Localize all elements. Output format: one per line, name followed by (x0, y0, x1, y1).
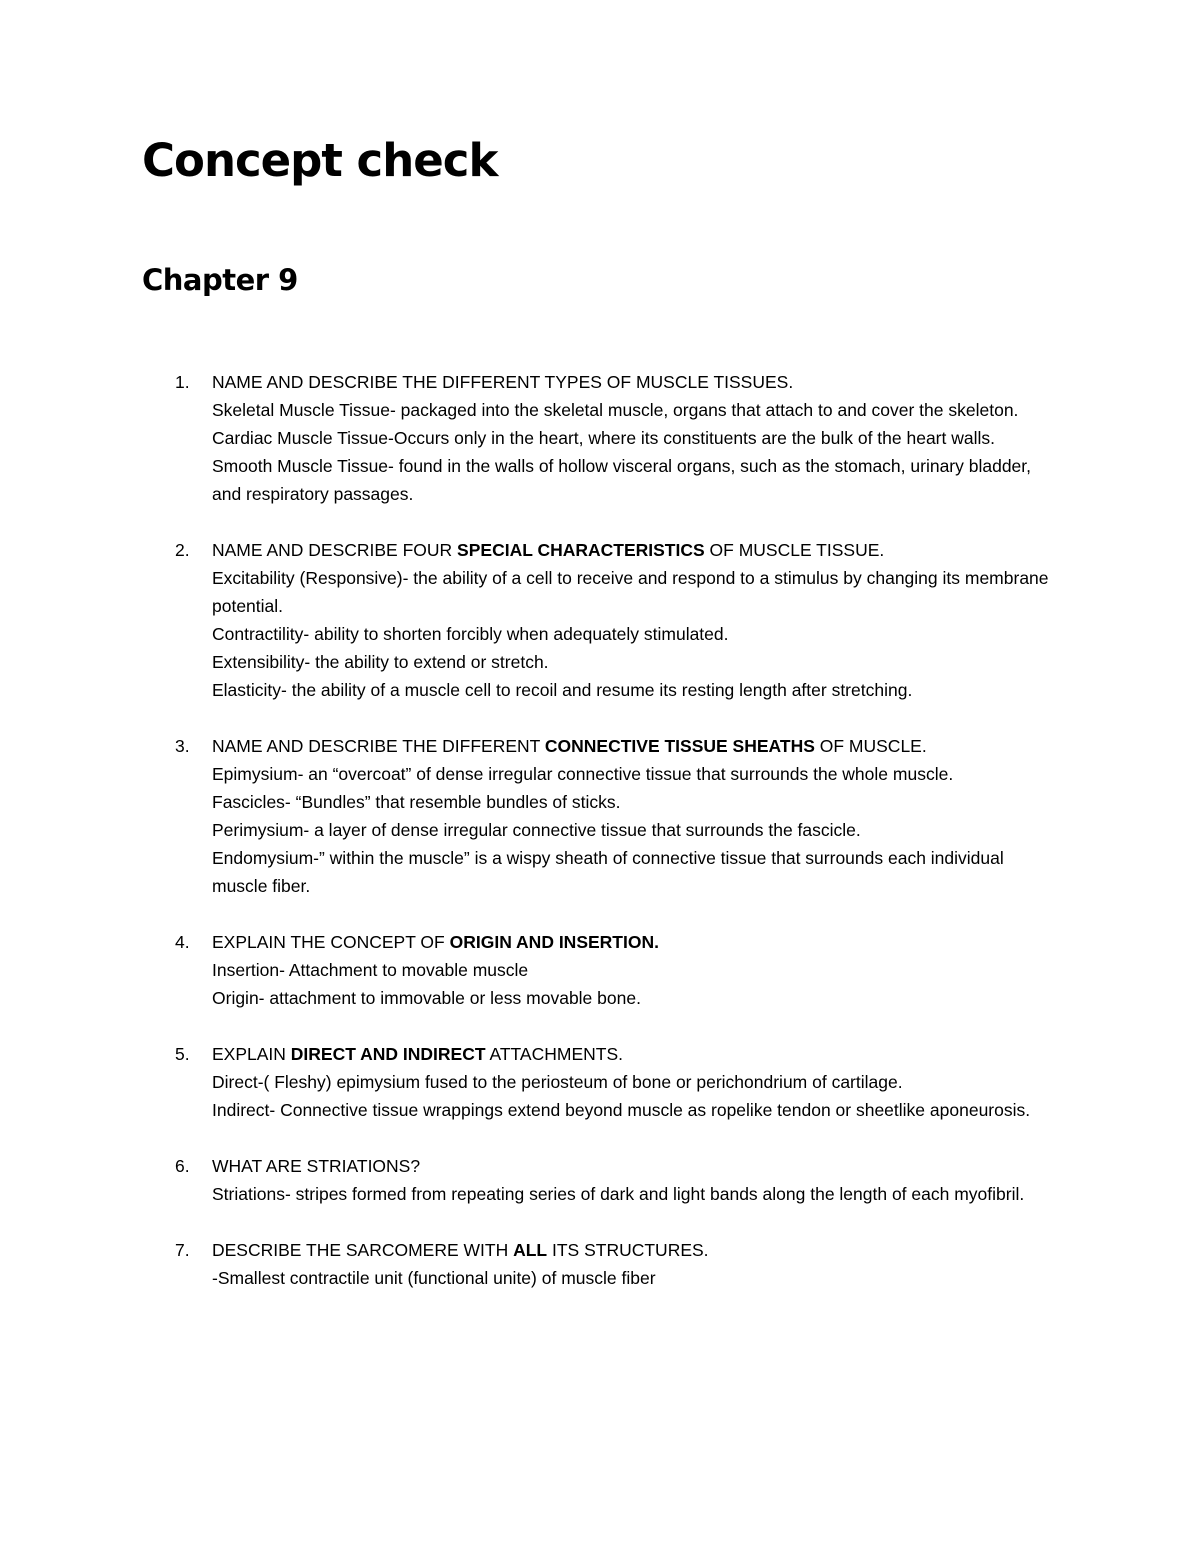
question-prompt: EXPLAIN THE CONCEPT OF ORIGIN AND INSERTION. (212, 932, 659, 952)
emphasis-text: ORIGIN AND INSERTION. (449, 932, 659, 952)
question-list (0, 368, 1200, 1320)
question-item (0, 928, 1062, 1012)
question-number: 1. (175, 372, 190, 392)
answer-line: Excitability (Responsive)- the ability of a cell to receive and respond to a stimulus by changing its membrane potential. (212, 568, 1049, 616)
emphasis-text: DIRECT AND INDIRECT (290, 1044, 486, 1064)
question-prompt: EXPLAIN DIRECT AND INDIRECT ATTACHMENTS. (212, 1044, 623, 1064)
question-item (0, 1236, 1062, 1292)
chapter-heading: Chapter 9 (142, 263, 298, 297)
answer-line: Striations- stripes formed from repeating series of dark and light bands along the length of each myofibril. (212, 1184, 1025, 1204)
answer-line: Fascicles- “Bundles” that resemble bundles of sticks. (212, 792, 621, 812)
question-number: 3. (175, 736, 190, 756)
question-number: 7. (175, 1240, 190, 1260)
answer-line: Contractility- ability to shorten forcibly when adequately stimulated. (212, 624, 729, 644)
emphasis-text: SPECIAL CHARACTERISTICS (457, 540, 705, 560)
answer-line: Direct-( Fleshy) epimysium fused to the periosteum of bone or perichondrium of cartilage. (212, 1072, 903, 1092)
page-title: Concept check (142, 134, 498, 187)
answer-line: Extensibility- the ability to extend or stretch. (212, 652, 549, 672)
emphasis-text: ALL (513, 1240, 548, 1260)
answer-line: Endomysium-” within the muscle” is a wispy sheath of connective tissue that surrounds each individual muscle fiber. (212, 848, 1004, 896)
question-item (0, 368, 1062, 508)
question-prompt: DESCRIBE THE SARCOMERE WITH ALL ITS STRUCTURES. (212, 1240, 709, 1260)
question-item (0, 732, 1062, 900)
question-item (0, 1040, 1062, 1124)
question-number: 5. (175, 1044, 190, 1064)
question-prompt: NAME AND DESCRIBE THE DIFFERENT TYPES OF MUSCLE TISSUES. (212, 372, 794, 392)
answer-line: -Smallest contractile unit (functional unite) of muscle fiber (212, 1268, 656, 1288)
answer-line: Origin- attachment to immovable or less movable bone. (212, 988, 641, 1008)
emphasis-text: CONNECTIVE TISSUE SHEATHS (544, 736, 815, 756)
question-prompt: NAME AND DESCRIBE THE DIFFERENT CONNECTIVE TISSUE SHEATHS OF MUSCLE. (212, 736, 927, 756)
question-item (0, 1152, 1062, 1208)
answer-line: Indirect- Connective tissue wrappings extend beyond muscle as ropelike tendon or sheetlike aponeurosis. (212, 1100, 1031, 1120)
answer-line: Perimysium- a layer of dense irregular connective tissue that surrounds the fascicle. (212, 820, 861, 840)
question-number: 4. (175, 932, 190, 952)
answer-line: Epimysium- an “overcoat” of dense irregular connective tissue that surrounds the whole muscle. (212, 764, 954, 784)
answer-line: Smooth Muscle Tissue- found in the walls of hollow visceral organs, such as the stomach, urinary bladder, and respiratory passages. (212, 456, 1032, 504)
question-prompt: WHAT ARE STRIATIONS? (212, 1156, 421, 1176)
question-item (0, 536, 1062, 704)
answer-line: Elasticity- the ability of a muscle cell to recoil and resume its resting length after stretching. (212, 680, 913, 700)
question-number: 2. (175, 540, 190, 560)
answer-line: Insertion- Attachment to movable muscle (212, 960, 529, 980)
question-prompt: NAME AND DESCRIBE FOUR SPECIAL CHARACTERISTICS OF MUSCLE TISSUE. (212, 540, 885, 560)
answer-line: Skeletal Muscle Tissue- packaged into the skeletal muscle, organs that attach to and cover the skeleton. (212, 400, 1019, 420)
answer-line: Cardiac Muscle Tissue-Occurs only in the heart, where its constituents are the bulk of the heart walls. (212, 428, 995, 448)
question-number: 6. (175, 1156, 190, 1176)
